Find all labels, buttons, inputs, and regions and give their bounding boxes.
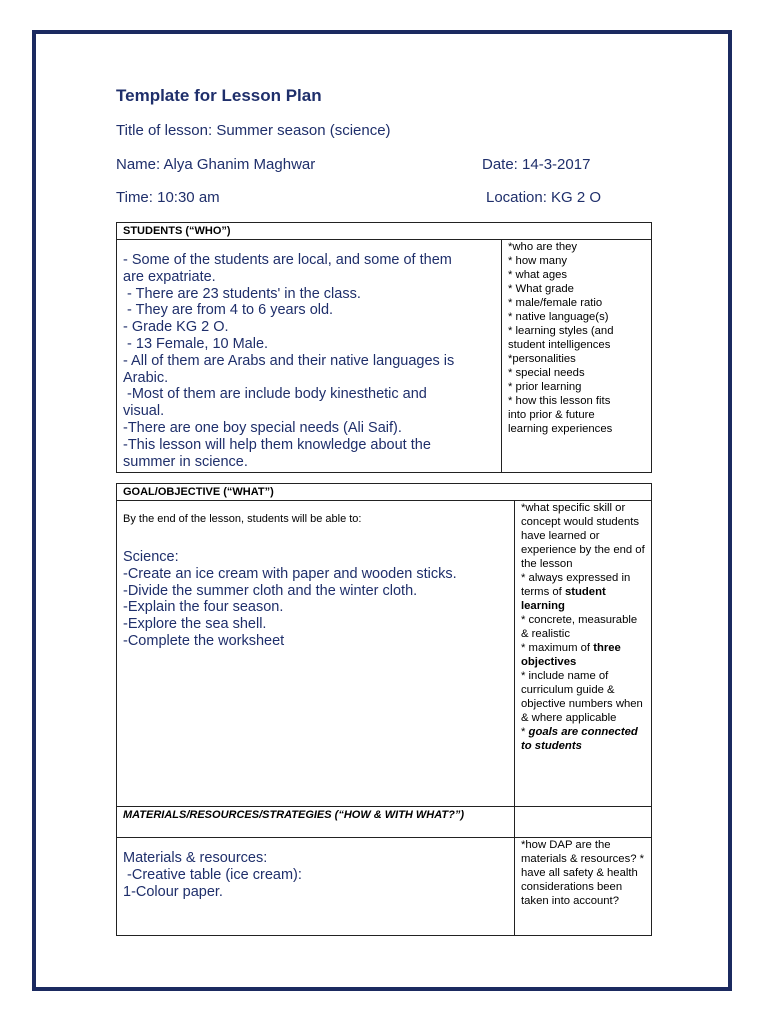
guide-text-bold-italic: goals are connected to students xyxy=(521,726,638,752)
materials-header: MATERIALS/RESOURCES/STRATEGIES (“HOW & WITH WHAT?”) xyxy=(117,807,515,838)
students-line: - There are 23 students' in the class. xyxy=(123,285,361,302)
guide-paragraph: * include name of curriculum guide & objective numbers when & where applicable xyxy=(521,670,643,724)
goal-description xyxy=(117,501,515,807)
students-guide xyxy=(502,240,652,473)
goal-line: -Explore the sea shell. xyxy=(123,616,267,633)
materials-guide: *how DAP are the materials & resources? * have all safety & health considerations been taken into account? xyxy=(515,838,652,936)
guide-paragraph: *what specific skill or concept would students have learned or experience by the end of the lesson xyxy=(521,502,645,570)
students-line: summer in science. xyxy=(123,453,248,470)
students-line: visual. xyxy=(123,403,165,420)
materials-line: -Creative table (ice cream): xyxy=(123,866,302,883)
guide-text: * maximum of xyxy=(521,642,594,654)
guide-paragraph xyxy=(521,725,647,753)
guide-line: * male/female ratio xyxy=(508,297,603,309)
guide-text-bold: student learning xyxy=(521,586,606,612)
materials-line: Materials & resources: xyxy=(123,850,268,866)
students-header: STUDENTS (“WHO”) xyxy=(117,223,652,240)
students-line: are expatriate. xyxy=(123,268,216,285)
guide-line: * native language(s) xyxy=(508,311,609,323)
materials-line: 1-Colour paper. xyxy=(123,883,223,900)
goal-line: Science: xyxy=(123,549,179,565)
lesson-location: Location: KG 2 O xyxy=(486,189,602,206)
students-line: -This lesson will help them knowledge about the xyxy=(123,436,431,453)
goal-materials-table xyxy=(116,483,652,936)
students-line: Arabic. xyxy=(123,369,169,386)
goal-guide xyxy=(515,501,652,807)
materials-description xyxy=(117,838,515,936)
guide-line: * how this lesson fits xyxy=(508,395,611,407)
guide-paragraph: * concrete, measurable & realistic xyxy=(521,614,638,640)
guide-paragraph xyxy=(521,641,647,669)
goal-line: -Divide the summer cloth and the winter cloth. xyxy=(123,582,418,599)
students-line: - Some of the students are local, and some of them xyxy=(123,252,452,268)
goal-line: -Explain the four season. xyxy=(123,599,284,616)
students-description xyxy=(117,240,502,473)
guide-line: learning experiences xyxy=(508,423,613,435)
lesson-title: Title of lesson: Summer season (science) xyxy=(116,122,391,139)
guide-text: * always expressed in terms of xyxy=(521,572,631,598)
guide-line: * prior learning xyxy=(508,381,582,393)
guide-line: * What grade xyxy=(508,283,574,295)
lesson-time: Time: 10:30 am xyxy=(116,189,220,206)
guide-text: * xyxy=(521,726,529,738)
guide-line: *who are they xyxy=(508,241,578,253)
students-line: - Grade KG 2 O. xyxy=(123,319,229,336)
students-line: - 13 Female, 10 Male. xyxy=(123,335,269,352)
students-table xyxy=(116,222,652,473)
students-line: -There are one boy special needs (Ali Saif). xyxy=(123,419,402,436)
materials-header-empty-cell xyxy=(515,807,652,838)
guide-line: * how many xyxy=(508,255,568,267)
guide-line: * special needs xyxy=(508,367,585,379)
teacher-name: Name: Alya Ghanim Maghwar xyxy=(116,156,316,173)
guide-line: * learning styles (and xyxy=(508,325,614,337)
guide-line: * what ages xyxy=(508,269,568,281)
guide-line: *personalities xyxy=(508,353,576,365)
goal-line: -Complete the worksheet xyxy=(123,632,285,649)
goal-intro: By the end of the lesson, students will be able to: xyxy=(123,513,362,525)
students-line: -Most of them are include body kinesthetic and xyxy=(123,386,427,403)
goal-line: -Create an ice cream with paper and wooden sticks. xyxy=(123,565,457,582)
guide-line: student intelligences xyxy=(508,339,611,351)
students-line: - They are from 4 to 6 years old. xyxy=(123,302,334,319)
guide-text-bold: three objectives xyxy=(521,642,621,668)
lesson-date: Date: 14-3-2017 xyxy=(482,156,591,173)
students-line: - All of them are Arabs and their native languages is xyxy=(123,352,455,369)
document-title: Template for Lesson Plan xyxy=(116,86,322,105)
guide-paragraph xyxy=(521,571,647,613)
goal-header: GOAL/OBJECTIVE (“WHAT”) xyxy=(117,484,652,501)
guide-line: into prior & future xyxy=(508,409,595,421)
